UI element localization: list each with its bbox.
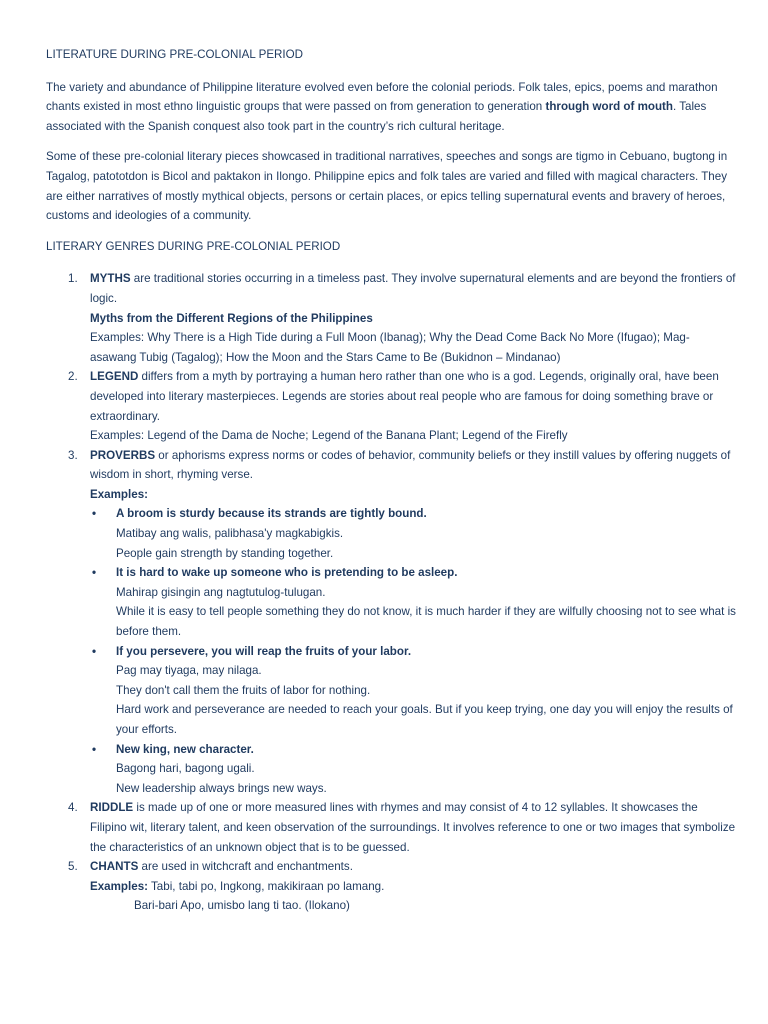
- intro-text-end: . Tales associated with the Spanish conquest also took part in the country’s rich cultural heritage.: [46, 100, 707, 133]
- proverb-line: Bagong hari, bagong ugali.: [116, 762, 255, 776]
- proverb-line: While it is easy to tell people something they do not know, it is much harder if they are wilfully choosing not to see what is before them.: [116, 605, 736, 639]
- proverb-item: [90, 642, 736, 740]
- intro-text-start: The variety and abundance of Philippine literature evolved even before the colonial periods. Folk tales, epics, poems and marathon chants existed in most ethno linguistic groups that were passed on from generation to generation: [46, 80, 718, 114]
- genre-description: are used in witchcraft and enchantments.: [138, 860, 353, 874]
- genre-term: RIDDLE: [90, 801, 134, 815]
- chants-example-1: Tabi, tabi po, Ingkong, makikiraan po lamang.: [148, 879, 385, 893]
- genre-number: 5.: [68, 860, 78, 874]
- genre-description: differs from a myth by portraying a human hero rather than one who is a god. Legends, originally oral, have been developed into literary masterpieces. Legends are stories about real people who are famous for doing something brave or extraordinary.: [90, 370, 719, 423]
- proverbs-examples-label: Examples:: [90, 487, 148, 501]
- genre-term: LEGEND: [90, 370, 139, 384]
- proverb-line: New leadership always brings new ways.: [116, 781, 327, 795]
- genre-number: 3.: [68, 448, 78, 462]
- proverb-title: New king, new character.: [116, 742, 254, 756]
- genre-number: 2.: [68, 370, 78, 384]
- proverb-title: If you persevere, you will reap the fruits of your labor.: [116, 644, 412, 658]
- document-title: LITERATURE DURING PRE-COLONIAL PERIOD: [46, 48, 304, 61]
- proverb-item: [90, 504, 736, 563]
- genre-description: are traditional stories occurring in a timeless past. They involve supernatural elements and are beyond the frontiers of logic.: [90, 272, 736, 305]
- proverb-item: [90, 563, 736, 641]
- bullet-icon: •: [92, 566, 97, 580]
- chants-examples: [90, 877, 736, 897]
- proverb-item: [90, 740, 736, 799]
- genre-term: CHANTS: [90, 860, 139, 874]
- genres-heading: LITERARY GENRES DURING PRE-COLONIAL PERIOD: [46, 239, 341, 253]
- myths-subheading: Myths from the Different Regions of the Philippines: [90, 311, 373, 325]
- proverbs-list: [90, 504, 736, 798]
- genre-term: MYTHS: [90, 272, 131, 286]
- genre-item-riddle: [46, 798, 736, 857]
- legend-examples: Examples: Legend of the Dama de Noche; Legend of the Banana Plant; Legend of the Firefly: [90, 429, 568, 443]
- genre-item-legend: [46, 367, 736, 445]
- proverb-line: Pag may tiyaga, may nilaga.: [116, 664, 262, 678]
- proverb-title: It is hard to wake up someone who is pretending to be asleep.: [116, 566, 458, 580]
- genre-term: PROVERBS: [90, 448, 156, 462]
- intro-bold-phrase: through word of mouth: [545, 100, 673, 114]
- chants-examples-label: Examples:: [90, 879, 148, 893]
- myths-examples: Examples: Why There is a High Tide during a Full Moon (Ibanag); Why the Dead Come Back No More (Ifugao); Mag-asawang Tubig (Tagalog); How the Moon and the Stars Came to Be (Bukidnon – Mindanao): [90, 331, 690, 364]
- proverb-line: Matibay ang walis, palibhasa'y magkabigkis.: [116, 527, 344, 541]
- genres-list: [46, 269, 736, 916]
- bullet-icon: •: [92, 644, 97, 658]
- proverb-line: People gain strength by standing together.: [116, 546, 334, 560]
- chants-example-2: Bari-bari Apo, umisbo lang ti tao. (Ilokano): [134, 899, 350, 913]
- bullet-icon: •: [92, 507, 97, 521]
- genre-description: or aphorisms express norms or codes of behavior, community beliefs or they instill values by offering nuggets of wisdom in short, rhyming verse.: [90, 448, 731, 482]
- document-page: [46, 45, 736, 916]
- intro-paragraph: [46, 78, 736, 137]
- proverb-title: A broom is sturdy because its strands are tightly bound.: [116, 507, 427, 521]
- genre-description: is made up of one or more measured lines with rhymes and may consist of 4 to 12 syllables. It showcases the Filipino wit, literary talent, and keen observation of the surroundings. It involves reference to one or two images that symbolize the characteristics of an unknown object that is to be guessed.: [90, 801, 736, 854]
- genre-number: 4.: [68, 801, 78, 815]
- genre-item-chants: [46, 857, 736, 916]
- genre-item-proverbs: [46, 446, 736, 799]
- proverb-line: Hard work and perseverance are needed to reach your goals. But if you keep trying, one day you will enjoy the results of your efforts.: [116, 703, 733, 736]
- proverb-line: Mahirap gisingin ang nagtutulog-tulugan.: [116, 585, 326, 599]
- genre-item-myths: [46, 269, 736, 367]
- proverb-line: They don't call them the fruits of labor for nothing.: [116, 683, 371, 697]
- second-paragraph: Some of these pre-colonial literary pieces showcased in traditional narratives, speeches and songs are tigmo in Cebuano, bugtong in Tagalog, patototdon is Bicol and paktakon in Ilongo. Philippine epics and folk tales are varied and filled with magical characters. They are either narratives of mostly mythical objects, persons or certain places, or epics telling supernatural events and bravery of heroes, customs and ideologies of a community.: [46, 150, 728, 223]
- bullet-icon: •: [92, 742, 97, 756]
- genre-number: 1.: [68, 272, 78, 286]
